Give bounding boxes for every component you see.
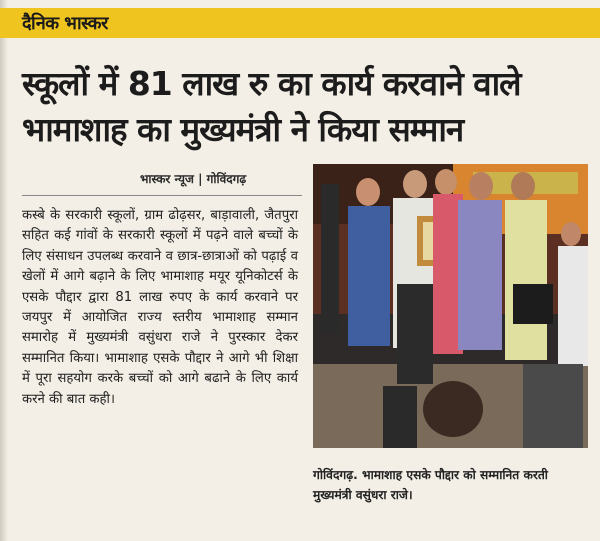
headline-line-2: भामाशाह का मुख्यमंत्री ने किया सम्मान [22,110,464,149]
masthead-logo: दैनिक भास्कर [22,13,108,34]
byline-rule [22,195,302,196]
ceremony-photo-illustration [313,164,588,448]
byline: भास्कर न्यूज | गोविंदगढ़ [140,172,247,186]
article-body-text: कस्बे के सरकारी स्कूलों, ग्राम ढोढ़सर, बाड़ावाली, जैतपुरा सहित कई गांवों के सरकारी स्कूलों में पढ़ने वाले बच्चों के लिए संसाधन उपलब्ध करवाने व छात्र-छात्राओं को पढ़ाई व खेलों में आगे बढ़ाने के लिए भामाशाह मयूर यूनिकोटर्स के एसके पौद्दार द्वारा 81 लाख रुपए के कार्य करवाने पर जयपुर में आयोजित राज्य स्तरीय भामाशाह सम्मान समारोह में मुख्यमंत्री वसुंधरा राजे ने पुरस्कार देकर सम्मानित किया। भामाशाह एसके पौद्दार ने आगे भी शिक्षा में पूरा सहयोग करके बच्चों को आगे बढाने के लिए कार्य करने की बात कही। [22,208,298,407]
page-edge-shadow [0,0,8,541]
headline-line-1: स्कूलों में 81 लाख रु का कार्य करवाने वाले [22,64,521,103]
news-photo [313,164,588,448]
article-body [22,206,298,410]
photo-caption: गोविंदगढ़. भामाशाह एसके पौद्दार को सम्मानित करती मुख्यमंत्री वसुंधरा राजे। [313,468,548,502]
